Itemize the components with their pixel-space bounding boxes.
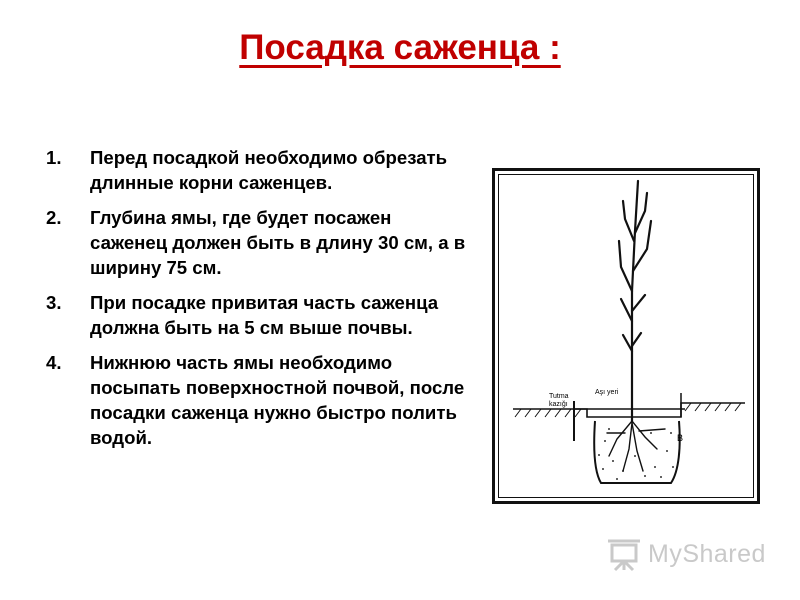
watermark-text: MyShared <box>648 540 766 568</box>
list-item-number: 4. <box>46 352 62 373</box>
list-item <box>46 350 466 450</box>
planting-illustration <box>492 168 760 504</box>
list-item-text: При посадке привитая часть саженца должна быть на 5 см выше почвы. <box>90 292 439 338</box>
list-item-text: Нижнюю часть ямы необходимо посыпать поверхностной почвой, после посадки саженца нужно быстро полить водой. <box>90 352 465 448</box>
list-item-number: 2. <box>46 207 62 228</box>
list-item-text: Перед посадкой необходимо обрезать длинные корни саженцев. <box>90 147 448 193</box>
slide-title-text: Посадка саженца : <box>239 28 561 67</box>
presentation-board-icon <box>606 538 642 572</box>
list-item <box>46 290 466 340</box>
watermark <box>606 538 766 572</box>
list-item-number: 1. <box>46 147 62 168</box>
ground-surface <box>513 403 745 417</box>
graft-label: Aşı yeri <box>595 389 619 396</box>
sapling-roots <box>607 421 665 471</box>
list-item <box>46 145 466 195</box>
pit-label-b: B <box>677 433 684 443</box>
steps-list <box>46 145 466 460</box>
stake-label: Tutma kazığı <box>549 393 569 408</box>
slide-title <box>0 28 800 68</box>
sapling-trunk <box>619 181 651 421</box>
list-item-text: Глубина ямы, где будет посажен саженец должен быть в длину 30 см, а в ширину 75 см. <box>90 207 466 278</box>
list-item-number: 3. <box>46 292 62 313</box>
sapling-drawing <box>495 171 757 501</box>
list-item <box>46 205 466 280</box>
